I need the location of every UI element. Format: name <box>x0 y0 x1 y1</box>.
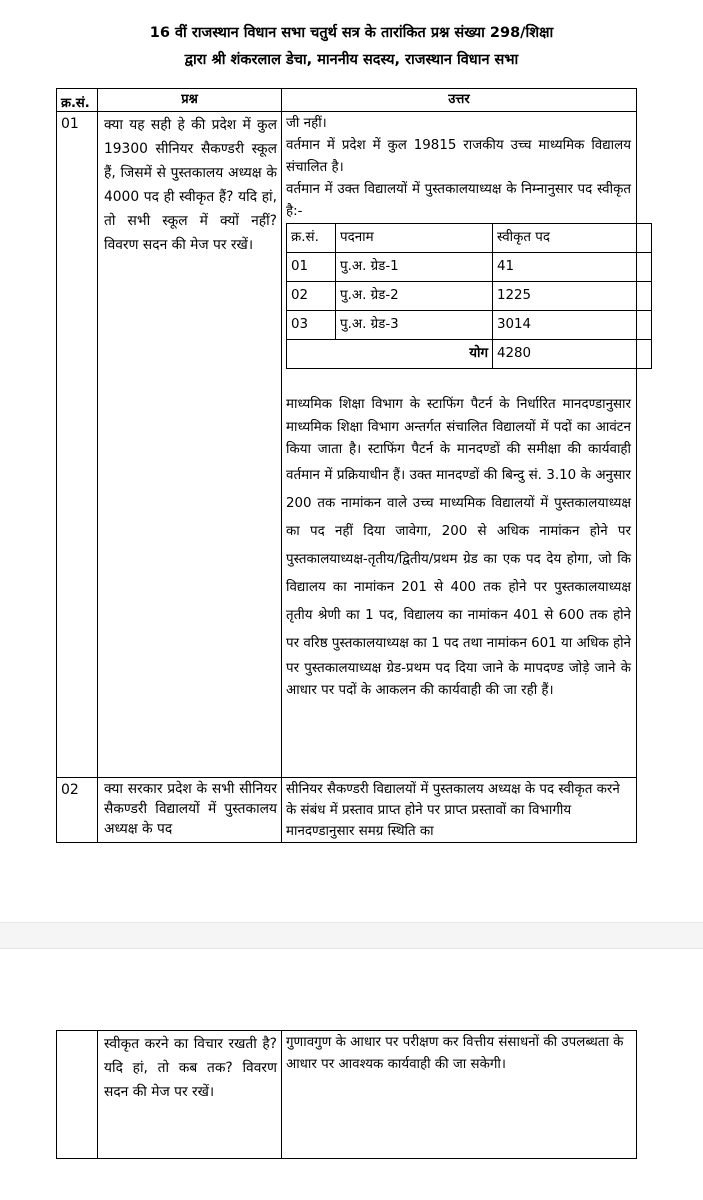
table-row-q1 <box>57 112 637 778</box>
inner-cell-count: 1225 <box>493 282 652 311</box>
q1-answer-cell <box>282 112 637 778</box>
q1-answer-para3 <box>286 394 631 703</box>
q2-question-cell <box>98 778 282 843</box>
title-line-2: द्वारा श्री शंकरलाल डेचा, माननीय सदस्य, राजस्थान विधान सभा <box>184 52 519 68</box>
q1-question-cell <box>98 112 282 778</box>
inner-total-label: योग <box>287 340 493 369</box>
q2-sno-continued <box>57 1031 98 1159</box>
question-answer-table-continued <box>56 1030 637 1159</box>
title-line-1: 16 वीं राजस्थान विधान सभा चतुर्थ सत्र के तारांकित प्रश्न संख्या 298/शिक्षा <box>149 25 554 41</box>
q1-answer-para2: वर्तमान में उक्त विद्यालयों में पुस्तकालयाध्यक्ष के निम्नानुसार पद स्वीकृत है:- <box>286 182 631 219</box>
q2-question-part2: स्वीकृत करने का विचार रखती है? यदि हां, तो कब तक? विवरण सदन की मेज पर रखें। <box>104 1036 277 1100</box>
q2-answer-cell <box>282 778 637 843</box>
inner-cell-count: 3014 <box>493 311 652 340</box>
q1-answer <box>282 112 636 703</box>
header-sno: क्र.सं. <box>57 89 98 112</box>
q2-answer-part1: सीनियर सैकण्डरी विद्यालयों में पुस्तकालय अध्यक्ष के पद स्वीकृत करने के संबंध में प्रस्ताव प्राप्त होने पर प्राप्त प्रस्तावों का विभागीय मानदण्डानुसार समग्र स्थिति का <box>286 782 620 839</box>
inner-header-post: पदनाम <box>336 224 493 253</box>
inner-cell-sno: 03 <box>287 311 336 340</box>
q1-question: क्या यह सही हे की प्रदेश में कुल 19300 सीनियर सैकण्डरी स्कूल हैं, जिसमें से पुस्तकालय अध्यक्ष के 4000 पद ही स्वीकृत हैं? यदि हां, तो सभी स्कूल में क्यों नहीं? विवरण सदन की मेज पर रखें। <box>104 117 277 253</box>
table-row-q2-continued <box>57 1031 637 1159</box>
inner-header-sno: क्र.सं. <box>287 224 336 253</box>
inner-row <box>287 282 652 311</box>
header-question: प्रश्न <box>98 89 282 112</box>
q2-answer-cell-continued <box>282 1031 637 1159</box>
inner-header-sanctioned: स्वीकृत पद <box>493 224 652 253</box>
q1-answer-para3-c: अधिक होने पर पुस्तकालयाध्यक्ष ग्रेड-प्रथम पद दिया जाने के मापदण्ड जोड़े जाने के आधार पर पदों के आकलन की कार्यवाही की जा रही हैं। <box>286 635 631 698</box>
inner-total-value: 4280 <box>493 340 652 369</box>
table-row-q2 <box>57 778 637 843</box>
inner-row <box>287 311 652 340</box>
inner-cell-sno: 02 <box>287 282 336 311</box>
q1-answer-para3-a: माध्यमिक शिक्षा विभाग के स्टाफिंग पैटर्न के निर्धारित मानदण्डानुसार माध्यमिक शिक्षा विभाग अन्तर्गत संचालित विद्यालयों में पदों का आवंटन किया जाता है। स्टाफिंग पैटर्न के मानदण्डों की समीक्षा की कार्यवाही वर्तमान में प्रक्रियाधीन हैं। उक्त मानदण्डों की बिन्दु सं. <box>286 397 631 483</box>
inner-cell-post: पु.अ. ग्रेड-2 <box>336 282 493 311</box>
header-answer: उत्तर <box>282 89 637 112</box>
q1-answer-para1: वर्तमान में प्रदेश में कुल 19815 राजकीय उच्च माध्यमिक विद्यालय संचालित है। <box>286 138 631 175</box>
document-title <box>40 20 663 74</box>
table-header-row <box>57 89 637 112</box>
q1-answer-line1: जी नहीं। <box>286 116 327 131</box>
q1-answer-para3-b: 3.10 के अनुसार 200 तक नामांकन वाले उच्च माध्यमिक विद्यालयों में पुस्तकालयाध्यक्ष का पद नहीं दिया जावेगा, 200 से अधिक नामांकन होने पर पुस्तकालयाध्यक्ष-तृतीय/द्वितीय/प्रथम ग्रेड का एक पद देय होगा, जो कि विद्यालय का नामांकन 201 से 400 तक होने पर पुस्तकालयाध्यक्ष तृतीय श्रेणी का 1 पद, विद्यालय का नामांकन 401 से 600 तक होने पर वरिष्ठ पुस्तकालयाध्यक्ष का 1 पद तथा नामांकन 601 या <box>286 467 631 651</box>
q1-sno: 01 <box>57 112 98 778</box>
q2-sno: 02 <box>57 778 98 843</box>
inner-header-row <box>287 224 652 253</box>
q2-answer-part2: गुणावगुण के आधार पर परीक्षण कर वित्तीय संसाधनों की उपलब्धता के आधार पर आवश्यक कार्यवाही की जा सकेगी। <box>286 1035 624 1072</box>
sanctioned-posts-table <box>286 223 652 369</box>
inner-cell-post: पु.अ. ग्रेड-1 <box>336 253 493 282</box>
inner-cell-count: 41 <box>493 253 652 282</box>
q2-question-cell-continued <box>98 1031 282 1159</box>
page-break <box>0 922 703 949</box>
inner-total-row <box>287 340 652 369</box>
inner-cell-post: पु.अ. ग्रेड-3 <box>336 311 493 340</box>
inner-row <box>287 253 652 282</box>
question-answer-table <box>56 88 637 843</box>
inner-cell-sno: 01 <box>287 253 336 282</box>
q2-question-part1: क्या सरकार प्रदेश के सभी सीनियर सैकण्डरी विद्यालयों में पुस्तकालय अध्यक्ष के पद <box>104 781 277 837</box>
